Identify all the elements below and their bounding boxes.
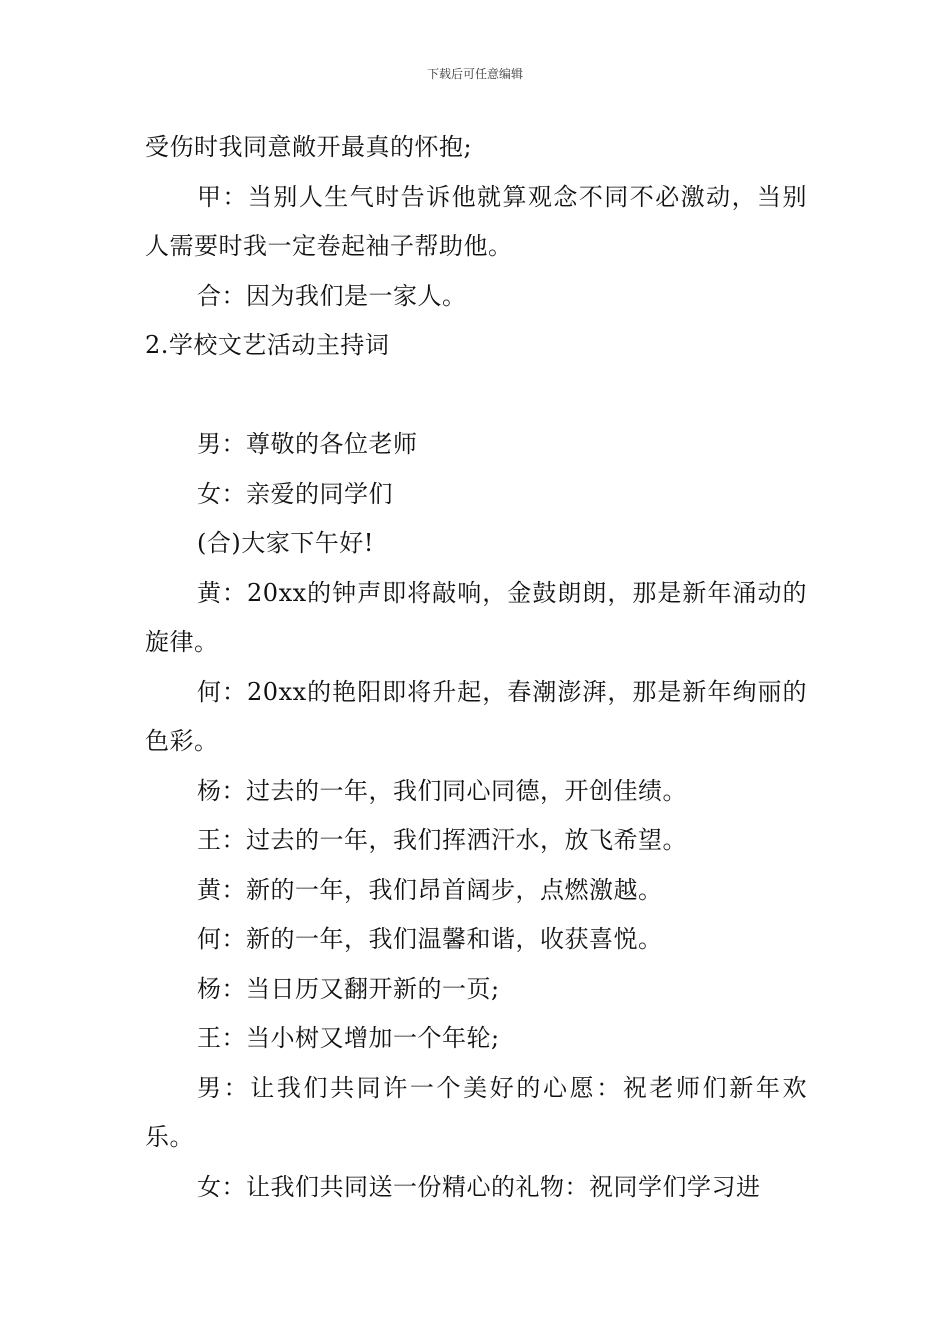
paragraph-line-together: (合)大家下午好! — [197, 529, 374, 557]
paragraph-line-wang: 王：过去的一年，我们挥洒汗水，放飞希望。 — [197, 826, 687, 854]
paragraph-line-he-chorus: 合：因为我们是一家人。 — [197, 281, 467, 310]
paragraph-line-wang-2: 王：当小树又增加一个年轮; — [197, 1024, 500, 1052]
paragraph-line-he: 何：20xx的艳阳即将升起，春潮澎湃，那是新年绚丽的色彩。 — [145, 677, 807, 755]
document-body — [145, 123, 807, 1212]
paragraph-line-he-2: 何：新的一年，我们温馨和谐，收获喜悦。 — [197, 925, 663, 953]
paragraph-line-huang-2: 黄：新的一年，我们昂首阔步，点燃激越。 — [197, 875, 663, 904]
paragraph-line-male-2: 男：让我们共同许一个美好的心愿：祝老师们新年欢乐。 — [145, 1073, 807, 1151]
paragraph-continuation: 受伤时我同意敞开最真的怀抱; — [145, 133, 473, 161]
paragraph-line-male: 男：尊敬的各位老师 — [197, 430, 418, 458]
paragraph-line-female-2: 女：让我们共同送一份精心的礼物：祝同学们学习进 — [197, 1172, 761, 1201]
paragraph-line-female: 女：亲爱的同学们 — [197, 479, 393, 508]
paragraph-line-jia: 甲：当别人生气时告诉他就算观念不同不必激动，当别人需要时我一定卷起袖子帮助他。 — [145, 182, 807, 260]
page-header-note: 下载后可任意编辑 — [426, 67, 523, 81]
paragraph-line-huang: 黄：20xx的钟声即将敲响，金鼓朗朗，那是新年涌动的旋律。 — [145, 578, 807, 656]
section-heading: 2.学校文艺活动主持词 — [145, 331, 390, 359]
paragraph-line-yang-2: 杨：当日历又翻开新的一页; — [197, 974, 500, 1003]
paragraph-line-yang: 杨：过去的一年，我们同心同德，开创佳绩。 — [197, 776, 687, 805]
blank-line — [145, 371, 807, 421]
